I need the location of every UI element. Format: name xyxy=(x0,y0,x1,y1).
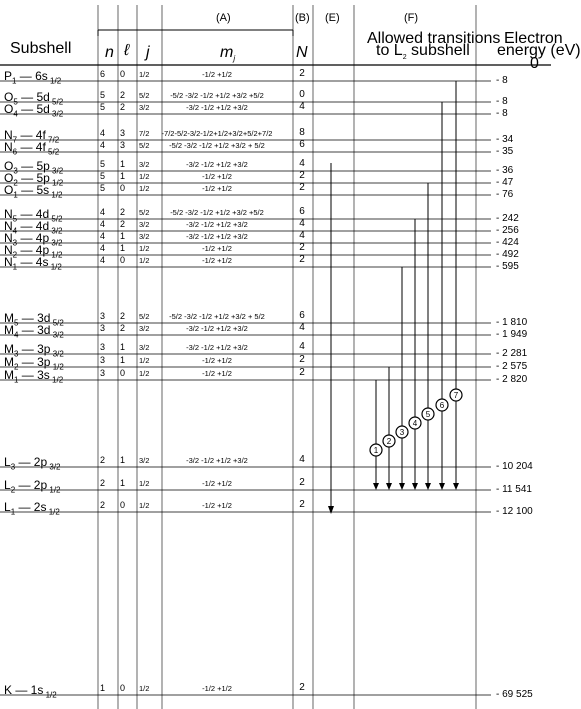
j-value: 3/2 xyxy=(139,220,150,229)
orbital-j: 7/2 xyxy=(45,135,60,145)
energy-value: - 424 xyxy=(496,237,519,248)
level-label xyxy=(4,368,63,384)
n-value: 5 xyxy=(100,90,106,100)
n-value: 4 xyxy=(100,231,106,241)
shell-index: 4 xyxy=(13,109,18,119)
orbital: — 3s xyxy=(18,368,50,382)
orbital-j: 1/2 xyxy=(49,178,64,188)
l-value: 0 xyxy=(120,368,126,378)
energy-value: - 8 xyxy=(496,75,508,86)
level-label xyxy=(4,102,63,118)
orbital: — 4d xyxy=(17,219,50,233)
header-f-desc-1: Allowed transitions xyxy=(367,30,501,47)
shell-letter: L xyxy=(4,455,11,469)
j-value: 1/2 xyxy=(139,244,150,253)
orbital: — 5p xyxy=(17,159,50,173)
mj-values: -1/2 +1/2 xyxy=(202,356,232,365)
shell-letter: L xyxy=(4,478,11,492)
mj-values: -1/2 +1/2 xyxy=(202,369,232,378)
energy-value: - 76 xyxy=(496,189,514,200)
shell-letter: M xyxy=(4,342,14,356)
N-value: 2 xyxy=(299,68,305,79)
mj-values: -5/2 -3/2 -1/2 +1/2 +3/2 + 5/2 xyxy=(169,312,265,321)
shell-letter: M xyxy=(4,323,14,337)
n-value: 1 xyxy=(100,683,106,693)
n-value: 3 xyxy=(100,342,106,352)
header-f-desc-2: to $L_2$ subshell xyxy=(376,42,470,62)
transition-number: 5 xyxy=(425,410,431,419)
orbital-j: 1/2 xyxy=(48,262,62,272)
orbital-j: 5/2 xyxy=(49,97,64,107)
N-value: 2 xyxy=(299,499,305,510)
l-value: 2 xyxy=(120,323,126,333)
n-value: 5 xyxy=(100,159,106,169)
shell-letter: M xyxy=(4,368,14,382)
l-value: 1 xyxy=(120,231,126,241)
energy-value: - 69 525 xyxy=(496,689,533,700)
header-energy-2: energy (eV) xyxy=(497,42,581,59)
l-value: 2 xyxy=(120,90,126,100)
header-energy-1: Electron xyxy=(504,30,563,47)
j-value: 1/2 xyxy=(139,70,150,79)
l-value: 1 xyxy=(120,243,126,253)
mj-values: -3/2 -1/2 +1/2 +3/2 xyxy=(186,456,248,465)
mj-values: -1/2 +1/2 xyxy=(202,184,232,193)
n-value: 3 xyxy=(100,311,106,321)
energy-value: - 12 100 xyxy=(496,506,533,517)
transition-f-arrowhead xyxy=(373,483,379,490)
shell-index: 1 xyxy=(14,375,19,385)
N-value: 8 xyxy=(299,127,305,138)
j-value: 5/2 xyxy=(139,208,150,217)
shell-letter: O xyxy=(4,183,14,197)
orbital-j: 1/2 xyxy=(50,362,64,372)
l-value: 0 xyxy=(120,69,126,79)
mj-values: -1/2 +1/2 xyxy=(202,684,232,693)
orbital-j: 3/2 xyxy=(49,226,63,236)
shell-letter: O xyxy=(4,90,14,104)
N-value: 4 xyxy=(299,341,305,352)
energy-value: - 1 949 xyxy=(496,329,528,340)
shell-letter: L xyxy=(4,500,11,514)
shell-index: 2 xyxy=(13,178,18,188)
shell-letter: N xyxy=(4,140,13,154)
energy-value: - 8 xyxy=(496,96,508,107)
mj-values: -1/2 +1/2 xyxy=(202,501,232,510)
j-value: 1/2 xyxy=(139,256,150,265)
orbital: — 2p xyxy=(15,478,48,492)
N-value: 2 xyxy=(299,682,305,693)
energy-value: - 34 xyxy=(496,134,514,145)
header-zero: 0 xyxy=(530,55,539,72)
l-value: 3 xyxy=(120,128,126,138)
orbital-j: 3/2 xyxy=(49,109,64,119)
n-value: 5 xyxy=(100,183,106,193)
mj-values: -1/2 +1/2 xyxy=(202,244,232,253)
j-value: 1/2 xyxy=(139,479,150,488)
n-value: 3 xyxy=(100,355,106,365)
mj-values: -3/2 -1/2 +1/2 +3/2 xyxy=(186,220,248,229)
header-col-e: (E) xyxy=(325,12,340,24)
n-value: 4 xyxy=(100,128,106,138)
energy-value: - 242 xyxy=(496,213,519,224)
orbital-j: 3/2 xyxy=(49,238,63,248)
energy-value: - 35 xyxy=(496,146,514,157)
orbital-j: 1/2 xyxy=(49,250,63,260)
level-label xyxy=(4,683,57,699)
orbital: — 4p xyxy=(17,231,50,245)
shell-letter: N xyxy=(4,128,13,142)
j-value: 5/2 xyxy=(139,141,150,150)
orbital-j: 5/2 xyxy=(45,147,60,157)
header-f-desc-sub: 2 xyxy=(402,54,407,62)
N-value: 2 xyxy=(299,354,305,365)
orbital: — 2s xyxy=(15,500,47,514)
transition-number: 2 xyxy=(386,437,392,446)
energy-value: - 8 xyxy=(496,108,508,119)
mj-values: -3/2 -1/2 +1/2 +3/2 xyxy=(186,324,248,333)
mj-values: -3/2 -1/2 +1/2 +3/2 xyxy=(186,160,248,169)
shell-index: 3 xyxy=(10,462,16,472)
orbital: — 5s xyxy=(17,183,50,197)
n-value: 2 xyxy=(100,500,106,510)
j-value: 5/2 xyxy=(139,91,150,100)
header-n: n xyxy=(105,44,114,61)
l-value: 1 xyxy=(120,171,126,181)
transition-number: 3 xyxy=(399,428,405,437)
j-value: 1/2 xyxy=(139,184,150,193)
n-value: 4 xyxy=(100,219,106,229)
orbital: — 5d xyxy=(17,90,50,104)
N-value: 4 xyxy=(299,454,305,465)
orbital-j: 5/2 xyxy=(50,318,64,328)
level-label xyxy=(4,478,61,494)
level-label xyxy=(4,69,61,85)
orbital-j: 1/2 xyxy=(46,507,60,517)
shell-letter: N xyxy=(4,243,13,257)
energy-value: - 492 xyxy=(496,249,519,260)
j-value: 5/2 xyxy=(139,312,150,321)
transition-f-arrowhead xyxy=(399,483,405,490)
mj-values: -3/2 -1/2 +1/2 +3/2 xyxy=(186,232,248,241)
j-value: 1/2 xyxy=(139,356,150,365)
shell-index: 3 xyxy=(12,238,18,248)
level-label xyxy=(4,255,62,271)
l-value: 2 xyxy=(120,102,126,112)
energy-value: - 256 xyxy=(496,225,519,236)
energy-value: - 1 810 xyxy=(496,317,528,328)
l-value: 2 xyxy=(120,207,126,217)
shell-letter: K xyxy=(4,683,13,697)
mj-values: -5/2 -3/2 -1/2 +1/2 +3/2 +5/2 xyxy=(170,208,264,217)
n-value: 4 xyxy=(100,243,106,253)
transition-number: 6 xyxy=(439,401,445,410)
header-mj-sub: j xyxy=(233,54,236,64)
shell-index: 2 xyxy=(14,362,19,372)
orbital: — 5p xyxy=(17,171,50,185)
shell-index: 5 xyxy=(12,214,18,224)
energy-value: - 10 204 xyxy=(496,461,533,472)
N-value: 2 xyxy=(299,242,305,253)
shell-letter: M xyxy=(4,311,14,325)
N-value: 6 xyxy=(299,206,305,217)
shell-letter: O xyxy=(4,159,14,173)
N-value: 2 xyxy=(299,477,305,488)
orbital: — 4d xyxy=(17,207,50,221)
energy-value: - 595 xyxy=(496,261,519,272)
mj-values: -1/2 +1/2 xyxy=(202,479,232,488)
N-value: 4 xyxy=(299,322,305,333)
shell-letter: M xyxy=(4,355,14,369)
shell-index: 3 xyxy=(14,349,19,359)
orbital-j: 3/2 xyxy=(50,330,64,340)
shell-index: 4 xyxy=(14,330,19,340)
N-value: 4 xyxy=(299,101,305,112)
orbital: — 4f xyxy=(17,140,46,154)
header-col-a: (A) xyxy=(216,12,231,24)
N-value: 6 xyxy=(299,139,305,150)
l-value: 1 xyxy=(120,455,126,465)
l-value: 0 xyxy=(120,500,126,510)
N-value: 6 xyxy=(299,310,305,321)
shell-index: 7 xyxy=(12,135,18,145)
shell-letter: N xyxy=(4,255,13,269)
shell-index: 4 xyxy=(12,226,18,236)
n-value: 3 xyxy=(100,323,106,333)
orbital: — 6s xyxy=(16,69,48,83)
shell-letter: N xyxy=(4,219,13,233)
mj-values: -1/2 +1/2 xyxy=(202,172,232,181)
orbital-j: 3/2 xyxy=(49,166,64,176)
level-label xyxy=(4,455,61,471)
transition-number: 4 xyxy=(412,419,418,428)
transition-f-arrowhead xyxy=(412,483,418,490)
orbital: — 1s xyxy=(12,683,44,697)
transition-e-arrowhead xyxy=(328,506,334,514)
shell-letter: O xyxy=(4,171,14,185)
l-value: 1 xyxy=(120,478,126,488)
n-value: 4 xyxy=(100,207,106,217)
j-value: 1/2 xyxy=(139,684,150,693)
mj-values: -1/2 +1/2 xyxy=(202,256,232,265)
header-j: j xyxy=(146,44,150,61)
j-value: 3/2 xyxy=(139,103,150,112)
mj-values: -5/2 -3/2 -1/2 +1/2 +3/2 +5/2 xyxy=(170,91,264,100)
shell-index: 1 xyxy=(12,262,18,272)
transition-f-arrowhead xyxy=(453,483,459,490)
n-value: 4 xyxy=(100,255,106,265)
orbital-j: 3/2 xyxy=(47,462,61,472)
N-value: 0 xyxy=(299,89,305,100)
shell-index: 1 xyxy=(10,507,16,517)
energy-value: - 2 820 xyxy=(496,374,528,385)
mj-values: -1/2 +1/2 xyxy=(202,70,232,79)
N-value: 2 xyxy=(299,254,305,265)
orbital: — 5d xyxy=(17,102,50,116)
j-value: 1/2 xyxy=(139,172,150,181)
shell-index: 5 xyxy=(14,318,19,328)
mj-values: -3/2 -1/2 +1/2 +3/2 xyxy=(186,343,248,352)
orbital: — 3d xyxy=(18,311,51,325)
n-value: 3 xyxy=(100,368,106,378)
l-value: 3 xyxy=(120,140,126,150)
n-value: 5 xyxy=(100,171,106,181)
energy-value: - 47 xyxy=(496,177,514,188)
n-value: 4 xyxy=(100,140,106,150)
transition-f-arrowhead xyxy=(425,483,431,490)
shell-index: 1 xyxy=(13,190,18,200)
j-value: 1/2 xyxy=(139,369,150,378)
l-value: 1 xyxy=(120,355,126,365)
header-mj: $m_j$ xyxy=(220,44,236,64)
transition-f-arrowhead xyxy=(439,483,445,490)
orbital-j: 1/2 xyxy=(43,690,57,700)
orbital: — 4p xyxy=(17,243,50,257)
l-value: 0 xyxy=(120,255,126,265)
orbital: — 4s xyxy=(17,255,49,269)
shell-index: 1 xyxy=(12,76,17,86)
orbital: — 3d xyxy=(18,323,51,337)
orbital-j: 1/2 xyxy=(47,485,61,495)
transition-number: 7 xyxy=(453,391,459,400)
orbital: — 3p xyxy=(18,342,51,356)
l-value: 0 xyxy=(120,183,126,193)
n-value: 5 xyxy=(100,102,106,112)
orbital-j: 1/2 xyxy=(49,190,63,200)
energy-value: - 11 541 xyxy=(496,484,532,495)
j-value: 3/2 xyxy=(139,232,150,241)
shell-index: 5 xyxy=(13,97,18,107)
l-value: 0 xyxy=(120,683,126,693)
j-value: 3/2 xyxy=(139,343,150,352)
header-col-f: (F) xyxy=(404,12,419,24)
level-label xyxy=(4,323,64,339)
shell-letter: O xyxy=(4,102,14,116)
n-value: 2 xyxy=(100,455,106,465)
shell-letter: P xyxy=(4,69,13,83)
shell-letter: N xyxy=(4,231,13,245)
orbital: — 2p xyxy=(15,455,48,469)
l-value: 2 xyxy=(120,219,126,229)
mj-values: -5/2 -3/2 -1/2 +1/2 +3/2 + 5/2 xyxy=(169,141,265,150)
level-label xyxy=(4,183,62,199)
header-l: ℓ xyxy=(124,42,130,59)
mj-values: -3/2 -1/2 +1/2 +3/2 xyxy=(186,103,248,112)
shell-letter: N xyxy=(4,207,13,221)
header-subshell: Subshell xyxy=(10,40,72,57)
N-value: 4 xyxy=(299,230,305,241)
shell-index: 3 xyxy=(13,166,18,176)
header-f-desc-3: subshell xyxy=(406,42,470,59)
level-label xyxy=(4,500,60,516)
j-value: 3/2 xyxy=(139,324,150,333)
transition-number: 1 xyxy=(373,446,379,455)
j-value: 3/2 xyxy=(139,456,150,465)
orbital: — 3p xyxy=(18,355,51,369)
energy-value: - 36 xyxy=(496,165,514,176)
N-value: 2 xyxy=(299,170,305,181)
header-col-b: (B) xyxy=(295,12,310,24)
orbital-j: 1/2 xyxy=(49,375,64,385)
N-value: 4 xyxy=(299,218,305,229)
N-value: 2 xyxy=(299,367,305,378)
N-value: 4 xyxy=(299,158,305,169)
level-label xyxy=(4,140,59,156)
orbital: — 4f xyxy=(17,128,46,142)
mj-values: -7/2-5/2-3/2-1/2+1/2+3/2+5/2+7/2 xyxy=(161,129,273,138)
energy-value: - 2 575 xyxy=(496,361,528,372)
l-value: 1 xyxy=(120,342,126,352)
orbital-j: 5/2 xyxy=(49,214,63,224)
header-N: N xyxy=(296,44,308,61)
j-value: 7/2 xyxy=(139,129,150,138)
orbital-j: 3/2 xyxy=(50,349,64,359)
orbital-j: 1/2 xyxy=(47,76,62,86)
l-value: 1 xyxy=(120,159,126,169)
shell-index: 2 xyxy=(10,485,16,495)
j-value: 3/2 xyxy=(139,160,150,169)
l-value: 2 xyxy=(120,311,126,321)
energy-value: - 2 281 xyxy=(496,348,528,359)
transition-f-arrowhead xyxy=(386,483,392,490)
N-value: 2 xyxy=(299,182,305,193)
n-value: 2 xyxy=(100,478,106,488)
j-value: 1/2 xyxy=(139,501,150,510)
shell-index: 2 xyxy=(12,250,18,260)
n-value: 6 xyxy=(100,69,106,79)
shell-index: 6 xyxy=(12,147,18,157)
